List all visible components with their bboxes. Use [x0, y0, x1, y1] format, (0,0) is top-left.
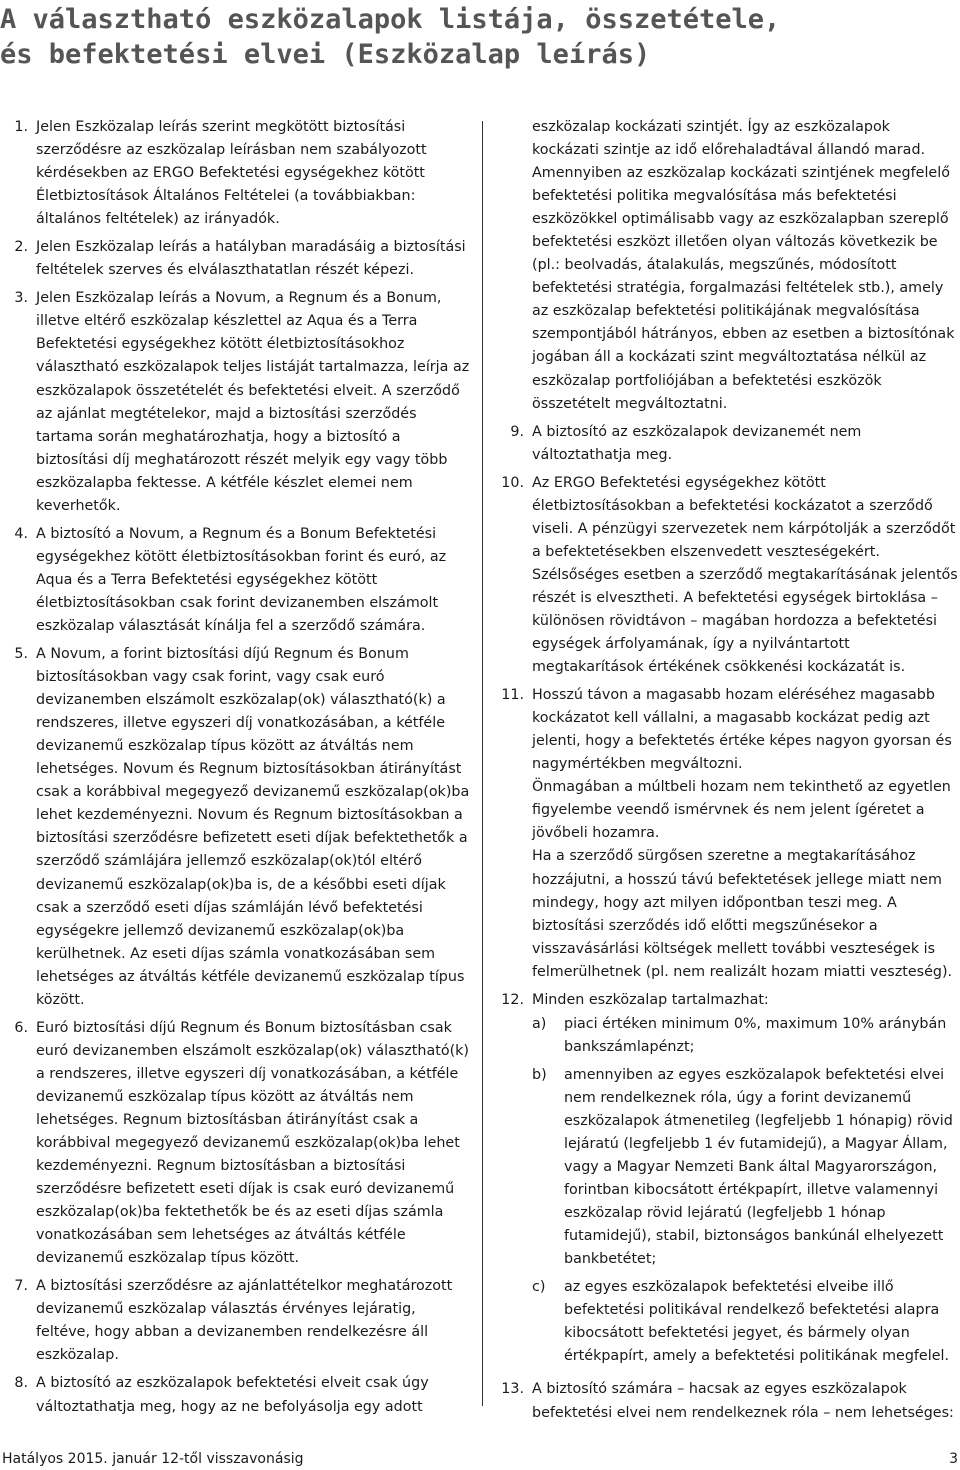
column-divider: [482, 121, 483, 1406]
sub-item-c: [532, 1276, 960, 1368]
item-8-continuation: eszközalap kockázati szintjét. Így az eszközalapok kockázati szintje az idő előrehaladtával állandó marad. Amennyiben az eszközalap kockázati szintjének megfelelő befektetési politika megvalósítása más befektetési eszközökkel optimálisabb vagy az eszközalapban szereplő befektetési eszközt illetően olyan változás következik be (pl.: beolvadás, átalakulás, megszűnés, módosított befektetési stratégia, forgalmazási feltételek stb.), amely az eszközalap befektetési politikájának megvalósítása szempontjából hátrányos, ebben az esetben a biztosítónak jogában áll a kockázati szint megváltoztatása nélkül az eszközalap portfoliójában a befektetési eszközök összetételt megváltoztatni.: [532, 119, 955, 412]
item-text: Az ERGO Befektetési egységekhez kötött életbiztosításokban a befektetési kockázatot a szerződő viseli. A pénzügyi szervezetek nem kárpótolják a szerződőt a befektetésekben elszenvedett veszteségekért. Szélsőséges esetben a szerződő megtakarításának jelentős részét is elvesztheti. A befektetési egységek birtoklása – különösen rövidtávon – magában hordozza a befektetési egységek árfolyamának, így a nyilvántartott megtakarítások értékének csökkenési kockázatát is.: [532, 474, 958, 676]
item-number: 12.: [501, 991, 524, 1008]
item-number: 10.: [501, 474, 524, 491]
list-item-12: [498, 989, 960, 1374]
list-item-9: [498, 421, 960, 467]
list-item-11: [498, 684, 960, 984]
item-number: 4.: [14, 525, 28, 542]
item-number: 2.: [14, 239, 28, 256]
item-number: 11.: [501, 687, 524, 704]
list-item-13: [498, 1378, 960, 1424]
list-item-1: [0, 116, 472, 231]
validity-note: Hatályos 2015. január 12-től visszavonásig: [2, 1451, 304, 1467]
item-text: Önmagában a múltbeli hozam nem tekinthető az egyetlen figyelembe veendő ismérvnek és nem jelent ígéretet a jövőbeli hozamra.: [532, 779, 951, 842]
item-text: A biztosító az eszközalapok befektetési elveit csak úgy változtathatja meg, hogy az ne befolyásolja egy adott: [36, 1375, 429, 1415]
left-column: [0, 116, 472, 1424]
item-number: 13.: [501, 1381, 524, 1398]
item-number: 6.: [14, 1019, 28, 1036]
page-number: 3: [949, 1451, 958, 1467]
sub-item-text: az egyes eszközalapok befektetési elveibe illő befektetési politikával rendelkező befektetési alapra kibocsátott befektetési jegyet, és bármely olyan értékpapírt, amely a befektetési politikának megfelel.: [564, 1279, 950, 1365]
sub-item-b: [532, 1064, 960, 1271]
item-number: 8.: [14, 1375, 28, 1392]
item-text: A biztosító a Novum, a Regnum és a Bonum Befektetési egységekhez kötött életbiztosításokban forint és euró, az Aqua és a Terra Befektetési egységekhez kötött életbiztosításokban csak forint devizanemben elszámolt eszközalap választását kínálja fel a szerződő számára.: [36, 525, 447, 634]
list-item-2: [0, 236, 472, 282]
list-item-6: [0, 1017, 472, 1271]
sub-item-letter: c): [532, 1279, 546, 1296]
list-item-4: [0, 523, 472, 638]
item-text: Jelen Eszközalap leírás a hatályban maradásáig a biztosítási feltételek szerves és elválaszthatatlan részét képezi.: [36, 239, 466, 279]
item-text: A biztosító számára – hacsak az egyes eszközalapok befektetési elvei nem rendelkeznek róla – nem lehetséges:: [532, 1381, 954, 1421]
list-item-5: [0, 643, 472, 1012]
right-column: [498, 116, 960, 1430]
title-line-2: és befektetési elvei (Eszközalap leírás): [0, 39, 651, 70]
sub-item-a: [532, 1013, 960, 1059]
item-number: 9.: [510, 423, 524, 440]
list-item-8: [0, 1372, 472, 1418]
sub-item-text: piaci értéken minimum 0%, maximum 10% aránybán bankszámlapénzt;: [564, 1015, 947, 1055]
list-item-7: [0, 1275, 472, 1367]
sub-list: [532, 1013, 960, 1369]
item-text: A biztosító az eszközalapok devizanemét nem változtathatja meg.: [532, 423, 862, 463]
item-text: A Novum, a forint biztosítási díjú Regnum és Bonum biztosításokban vagy csak forint, vagy csak euró devizanemben elszámolt eszközalap(ok) választható(k) a rendszeres, illetve egyszeri díj vonatkozásában, a kétféle devizanemű eszközalap típus között az átváltás nem lehetséges. Novum és Regnum biztosításokban átirányítást csak a korábbival megegyező devizanemű eszközalap(ok)ba lehet kezdeményezni. Novum és Regnum biztosításokban a biztosítási szerződésre befizetett eseti díjak befektethetők a szerződő számlájára jellemző eszközalap(ok)tól eltérő devizanemű eszközalap(ok)ba is, de a későbbi eseti díjak csak a szerződő eseti díjas számláján lévő befektetési egységekre jellemző devizanemű eszközalap(ok)ba kerülhetnek. Az eseti díjas számla vonatkozásában sem lehetséges az átváltás kétféle devizanemű eszközalap típus között.: [36, 646, 470, 1008]
title-line-1: A választható eszközalapok listája, összetétele,: [0, 4, 781, 35]
item-text: Minden eszközalap tartalmazhat:: [532, 991, 769, 1008]
page-title: [0, 2, 900, 72]
page-footer: [0, 1449, 960, 1469]
item-number: 7.: [14, 1278, 28, 1295]
list-item-10: [498, 472, 960, 679]
sub-item-letter: b): [532, 1066, 547, 1083]
item-text: Jelen Eszközalap leírás a Novum, a Regnum és a Bonum, illetve eltérő eszközalap készlettel az Aqua és a Terra Befektetési egységekhez kötött életbiztosításokhoz választható eszközalapok teljes listáját tartalmazza, leírja az eszközalapok összetételét és befektetési elveit. A szerződő az ajánlat megtételekor, majd a biztosítási szerződés tartama során meghatározhatja, hogy a biztosító a biztosítási díj meghatározott részét melyik egy vagy több eszközalapba fektesse. A kétféle készlet elemei nem keverhetők.: [36, 290, 470, 514]
item-text: A biztosítási szerződésre az ajánlattételkor meghatározott devizanemű eszközalap választás érvényes lejáratig, feltéve, hogy abban a devizanemben rendelkezésre áll eszközalap.: [36, 1278, 453, 1364]
list-item-3: [0, 287, 472, 517]
item-number: 5.: [14, 646, 28, 663]
item-text: Jelen Eszközalap leírás szerint megkötött biztosítási szerződésre az eszközalap leírásban nem szabályozott kérdésekben az ERGO Befektetési egységekhez kötött Életbiztosítások Általános Feltételei (a továbbiakban: általános feltételek) az irányadók.: [36, 119, 427, 228]
item-number: 1.: [14, 119, 28, 135]
item-text: Hosszú távon a magasabb hozam eléréséhez magasabb kockázatot kell vállalni, a magasabb kockázat pedig azt jelenti, hogy a befektetés értéke képes nagyon gyorsan és nagymértékben megváltozni.: [532, 687, 952, 773]
sub-item-letter: a): [532, 1015, 547, 1032]
item-number: 3.: [14, 290, 28, 307]
item-text: Ha a szerződő sürgősen szeretne a megtakarításához hozzájutni, a hosszú távú befektetések jellege miatt nem mindegy, hogy azt milyen időpontban teszi meg. A biztosítási szerződés idő előtti megszűnésekor a visszavásárlási költségek mellett további veszteségek is felmerülhetnek (pl. nem realizált hozam miatti veszteség).: [532, 848, 953, 980]
item-text: Euró biztosítási díjú Regnum és Bonum biztosításban csak euró devizanemben elszámolt eszközalap(ok) választható(k) a rendszeres, illetve egyszeri díj vonatkozásában, a kétféle devizanemű eszközalap típus között az átváltás nem lehetséges. Regnum biztosításban átirányítást csak a korábbival megegyező devizanemű eszközalap(ok)ba lehet kezdeményezni. Regnum biztosításban a biztosítási szerződésre befizetett eseti díjak is csak euró devizanemű eszközalap(ok)ba fektethetők be és az eseti díjas számla vonatkozásában sem lehetséges az átváltás kétféle devizanemű eszközalap típus között.: [36, 1019, 470, 1267]
sub-item-text: amennyiben az egyes eszközalapok befektetési elvei nem rendelkeznek róla, úgy a forint devizanemű eszközalapok átmenetileg (legfeljebb 1 hónapig) rövid lejáratú (legfeljebb 1 év futamidejű), a Magyar Állam, vagy a Magyar Nemzeti Bank által Magyarországon, forintban kibocsátott értékpapírt, illetve valamennyi eszközalap rövid lejáratú (legfeljebb 1 hónap futamidejű), stabil, biztonságos bankúnál elhelyezett bankbetétet;: [564, 1066, 953, 1268]
